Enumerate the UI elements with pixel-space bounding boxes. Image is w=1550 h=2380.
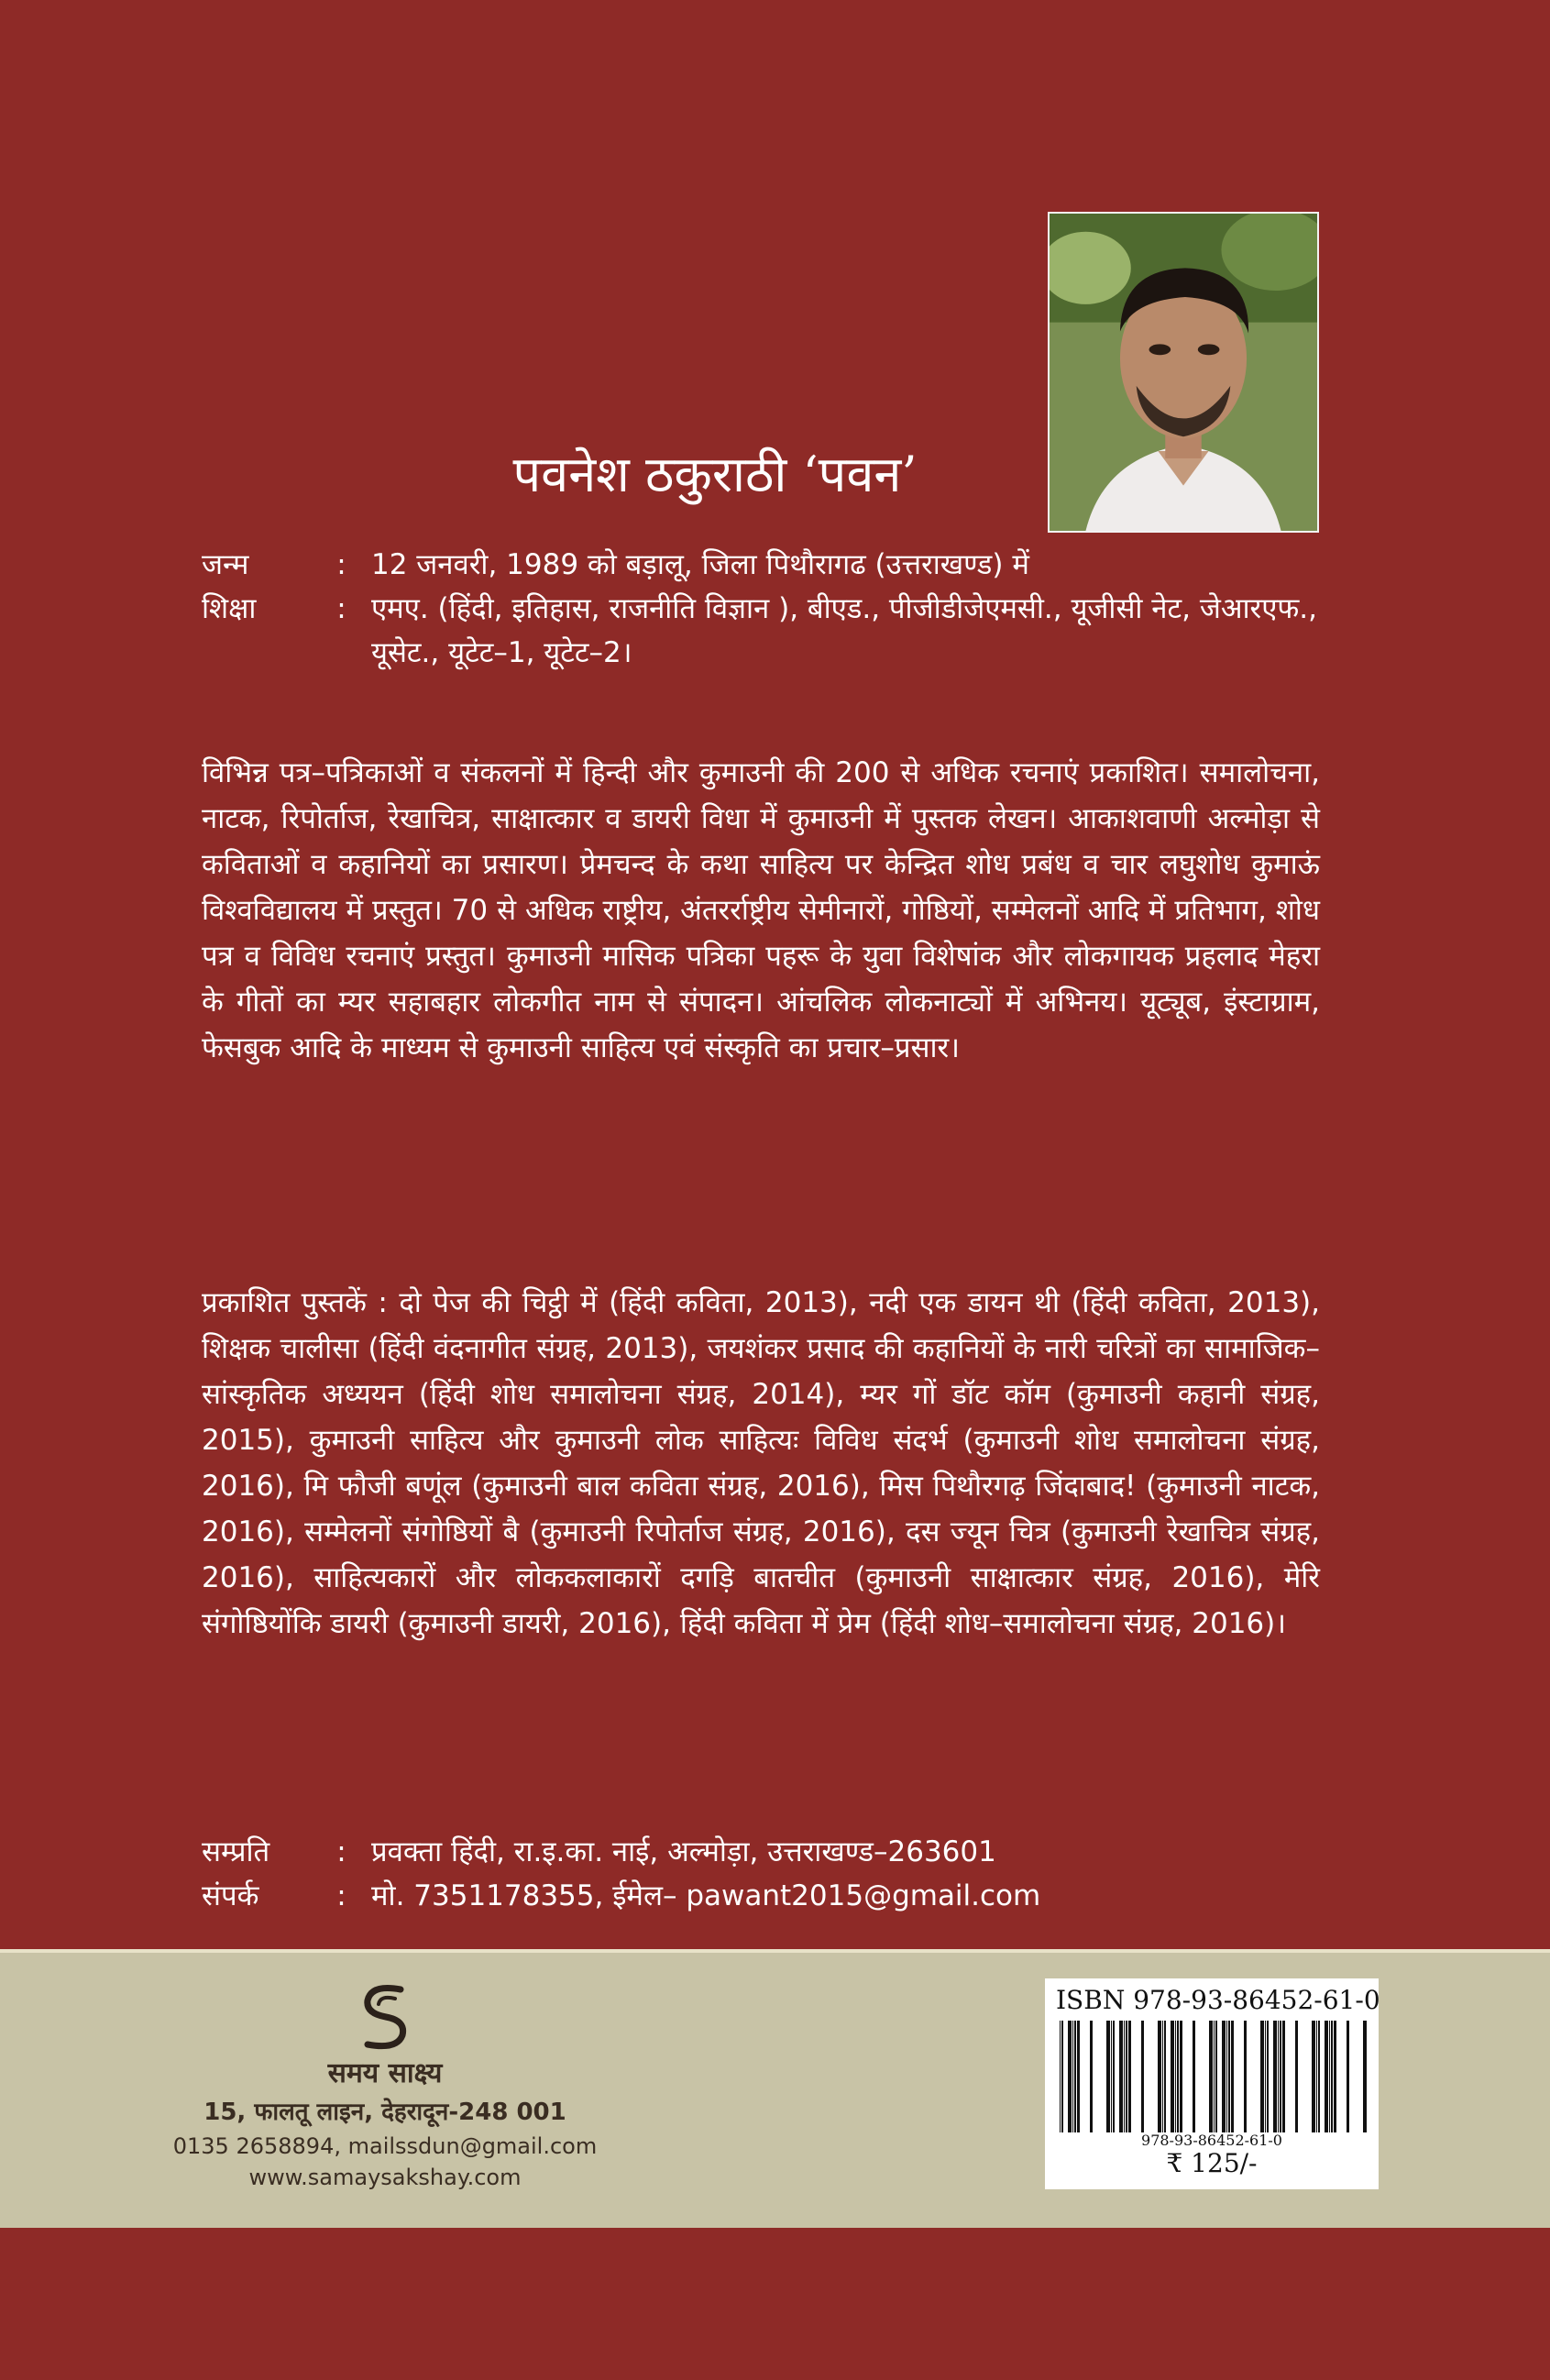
author-portrait-image [1050, 214, 1317, 531]
publisher-logo-icon [344, 1980, 426, 2054]
bio-label: संपर्क [202, 1879, 259, 1912]
isbn-barcode-box [1045, 1978, 1379, 2189]
bio-value: मो. 7351178355, ईमेल– pawant2015@gmail.com [371, 1879, 1041, 1912]
bio-row-occupation [202, 1830, 1357, 1874]
bio-row-contact [202, 1874, 1357, 1918]
bio-colon: : [336, 592, 346, 625]
bio-value: एमए. (हिंदी, इतिहास, राजनीति विज्ञान ), बीएड., पीजीडीजेएमसी., यूजीसी नेट, जेआरएफ., यूसेट., यूटेट–1, यूटेट–2। [371, 592, 1317, 669]
barcode-icon [1056, 2021, 1368, 2132]
publisher-address: 15, फालतू लाइन, देहरादून-248 001 [203, 2099, 566, 2126]
author-photo [1048, 212, 1319, 533]
publisher-website: www.samaysakshay.com [248, 2165, 522, 2190]
bio-colon: : [336, 1879, 346, 1912]
bio-colon: : [336, 1835, 346, 1868]
publisher-info [165, 2054, 605, 2193]
price: ₹ 125/- [1166, 2148, 1258, 2178]
bio-label: सम्प्रति [202, 1835, 270, 1868]
bio-value: 12 जनवरी, 1989 को बड़ालू, जिला पिथौरागढ (उत्तराखण्ड) में [371, 548, 1029, 581]
bio-paragraph-published-books: प्रकाशित पुस्तकें : दो पेज की चिट्ठी में (हिंदी कविता, 2013), नदी एक डायन थी (हिंदी कविता, 2013), शिक्षक चालीसा (हिंदी वंदनागीत संग्रह, 2013), जयशंकर प्रसाद की कहानियों के नारी चरित्रों का सामाजिक–सांस्कृतिक अध्ययन (हिंदी शोध समालोचना संग्रह, 2014), म्यर गों डॉट कॉम (कुमाउनी कहानी संग्रह, 2015), कुमाउनी साहित्य और कुमाउनी लोक साहित्यः विविध संदर्भ (कुमाउनी शोध समालोचना संग्रह, 2016), मि फौजी बणूंल (कुमाउनी बाल कविता संग्रह, 2016), मिस पिथौरगढ़ जिंदाबाद! (कुमाउनी नाटक, 2016), सम्मेलनों संगोष्ठियों बै (कुमाउनी रिपोर्ताज संग्रह, 2016), दस ज्यून चित्र (कुमाउनी रेखाचित्र संग्रह, 2016), साहित्यकारों और लोककलाकारों दगड़ि बातचीत (कुमाउनी साक्षात्कार संग्रह, 2016), मेरि संगोष्ठियोंकि डायरी (कुमाउनी डायरी, 2016), हिंदी कविता में प्रेम (हिंदी शोध–समालोचना संग्रह, 2016)। [202, 1286, 1320, 1640]
bio-row-education [202, 587, 1357, 675]
bio-details-top [202, 543, 1357, 675]
publisher-name: समय साक्ष्य [327, 2057, 443, 2089]
isbn-label: ISBN 978-93-86452-61-0 [1056, 1985, 1380, 2015]
author-name: पवनेश ठकुराठी ‘पवन’ [512, 446, 918, 503]
bio-label: शिक्षा [202, 592, 257, 625]
isbn-number: 978-93-86452-61-0 [1141, 2132, 1282, 2149]
publisher-contact: 0135 2658894, mailssdun@gmail.com [172, 2133, 598, 2159]
bio-row-birth [202, 543, 1357, 587]
bio-label: जन्म [202, 548, 249, 581]
bio-colon: : [336, 548, 346, 581]
bio-value: प्रवक्ता हिंदी, रा.इ.का. नाई, अल्मोड़ा, उत्तराखण्ड–263601 [371, 1835, 996, 1868]
bio-paragraph-works: विभिन्न पत्र–पत्रिकाओं व संकलनों में हिन्दी और कुमाउनी की 200 से अधिक रचनाएं प्रकाशित। समालोचना, नाटक, रिपोर्ताज, रेखाचित्र, साक्षात्कार व डायरी विधा में कुमाउनी में पुस्तक लेखन। आकाशवाणी अल्मोड़ा से कविताओं व कहानियों का प्रसारण। प्रेमचन्द के कथा साहित्य पर केन्द्रित शोध प्रबंध व चार लघुशोध कुमाऊं विश्वविद्यालय में प्रस्तुत। 70 से अधिक राष्ट्रीय, अंतरर्राष्ट्रीय सेमीनारों, गोष्ठियों, सम्मेलनों आदि में प्रतिभाग, शोध पत्र व विविध रचनाएं प्रस्तुत। कुमाउनी मासिक पत्रिका पहरू के युवा विशेषांक और लोकगायक प्रहलाद मेहरा के गीतों का म्यर सहाबहार लोकगीत नाम से संपादन। आंचलिक लोकनाट्यों में अभिनय। यूट्यूब, इंस्टाग्राम, फेसबुक आदि के माध्यम से कुमाउनी साहित्य एवं संस्कृति का प्रचार–प्रसार। [202, 756, 1320, 1064]
bio-details-bottom [202, 1830, 1357, 1918]
